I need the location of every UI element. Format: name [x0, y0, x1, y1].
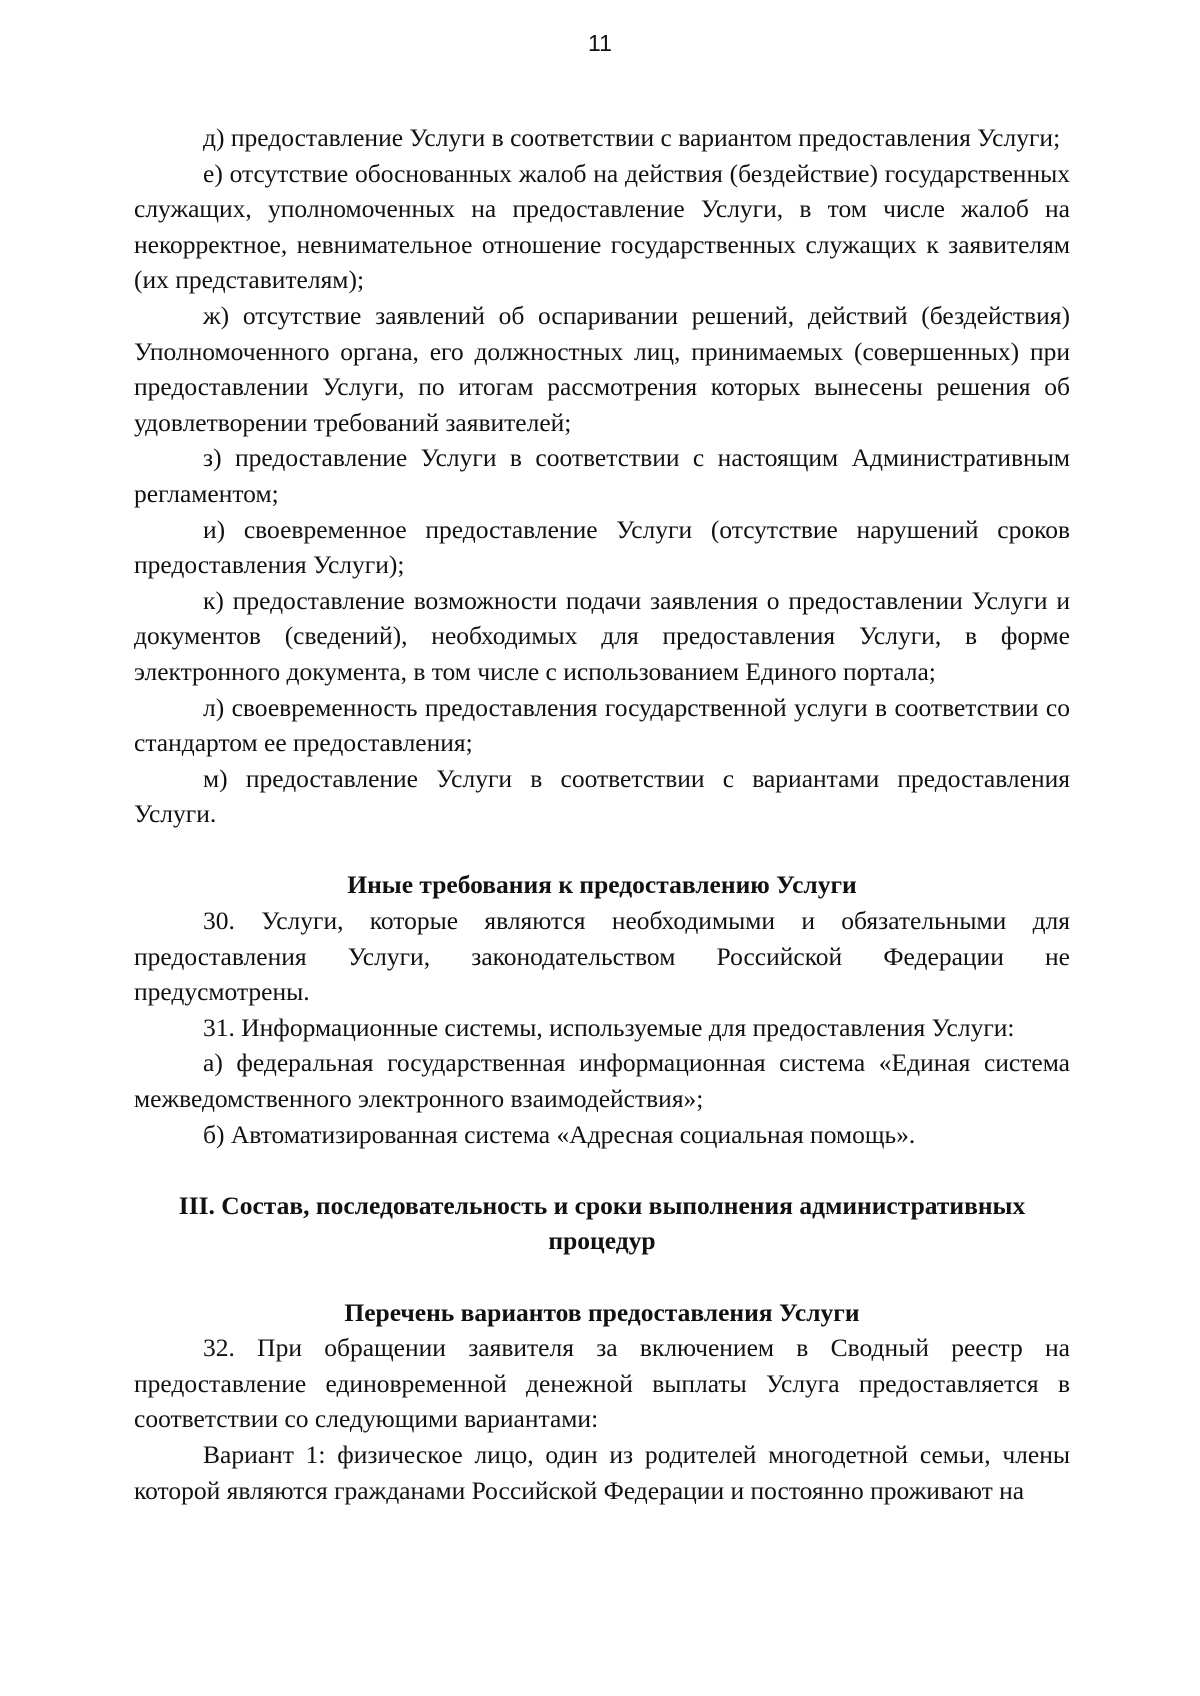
- page-number: 11: [588, 30, 612, 56]
- list-item: к) предоставление возможности подачи заявления о предоставлении Услуги и документов (сведений), необходимых для предоставления Услуги, в форме электронного документа, в том числе с использованием Единого портала;: [134, 585, 1070, 686]
- list-item: л) своевременность предоставления государственной услуги в соответствии со стандартом ее предоставления;: [134, 692, 1070, 758]
- list-item: д) предоставление Услуги в соответствии с вариантом предоставления Услуги;: [203, 123, 1061, 152]
- list-item: е) отсутствие обоснованных жалоб на действия (бездействие) государственных служащих, уполномоченных на предоставление Услуги, в том числе жалоб на некорректное, невнимательное отношение государственных служащих к заявителям (их представителям);: [134, 158, 1070, 295]
- list-item: и) своевременное предоставление Услуги (отсутствие нарушений сроков предоставления Услуги);: [134, 514, 1070, 580]
- list-item: з) предоставление Услуги в соответствии с настоящим Административным регламентом;: [134, 443, 1070, 508]
- paragraph: 30. Услуги, которые являются необходимыми и обязательными для предоставления Услуги, законодательством Российской Федерации не предусмотрены.: [134, 906, 1070, 1007]
- section-heading-variants: Перечень вариантов предоставления Услуги: [344, 1297, 860, 1327]
- paragraph: 32. При обращении заявителя за включением в Сводный реестр на предоставление единовременной денежной выплаты Услуга предоставляется в соответствии со следующими вариантами:: [134, 1333, 1070, 1434]
- list-item: м) предоставление Услуги в соответствии с вариантами предоставления Услуги.: [134, 763, 1070, 829]
- paragraph: 31. Информационные системы, используемые для предоставления Услуги:: [203, 1012, 1015, 1042]
- list-item: ж) отсутствие заявлений об оспаривании решений, действий (бездействия) Уполномоченного органа, его должностных лиц, принимаемых (совершенных) при предоставлении Услуги, по итогам рассмотрения которых вынесены решения об удовлетворении требований заявителей;: [134, 300, 1070, 437]
- section-heading-other-requirements: Иные требования к предоставлению Услуги: [347, 870, 857, 900]
- paragraph: а) федеральная государственная информационная система «Единая система межведомственного электронного взаимодействия»;: [134, 1048, 1070, 1114]
- paragraph: Вариант 1: физическое лицо, один из родителей многодетной семьи, члены которой являются гражданами Российской Федерации и постоянно проживают на: [134, 1439, 1070, 1505]
- chapter-heading-section-3: III. Состав, последовательность и сроки выполнения административных процедур: [178, 1190, 1026, 1256]
- paragraph: б) Автоматизированная система «Адресная социальная помощь».: [203, 1119, 916, 1149]
- document-body: [134, 120, 1070, 1508]
